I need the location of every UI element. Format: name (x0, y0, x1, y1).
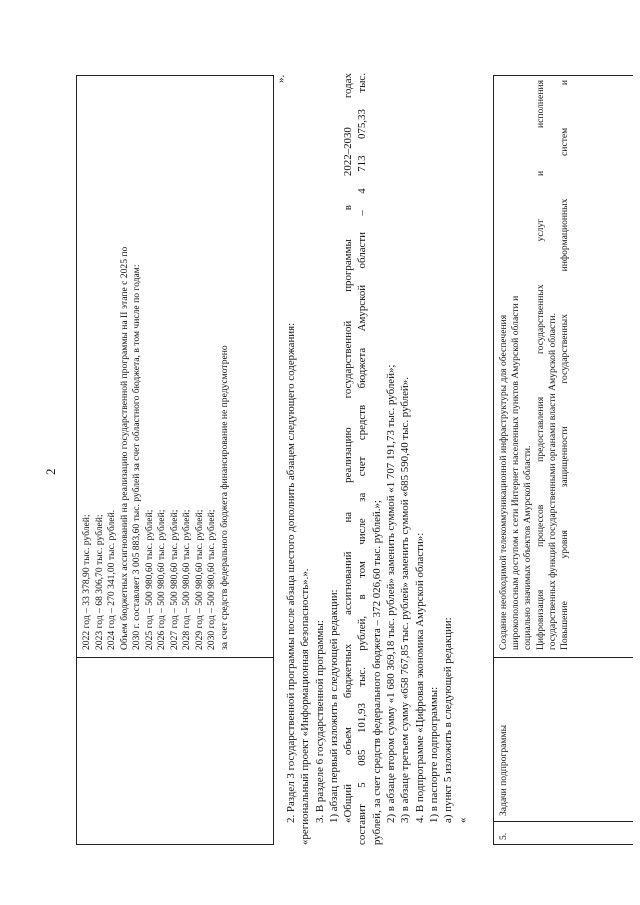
task-line: социально значимых объектов Амурской области. (522, 445, 534, 650)
task-line: Повышение уровня защищенности государственных информационных систем и (558, 80, 570, 650)
funding-line: Объем бюджетных ассигнований на реализацию государственной программы на II этапе с 2025 по (118, 246, 130, 650)
funding-line: за счет средств федерального бюджета финансирование не предусмотрено (218, 345, 230, 650)
tasks-table (493, 75, 633, 845)
task-line: Цифровизация процессов предоставления государственных услуг и исполнения (534, 80, 546, 650)
funding-line: 2030 г. составляет 3 005 883,60 тыс. рублей за счет областного бюджета, в том числе по годам: (131, 264, 142, 650)
paragraph-line: 4. В подпрограмме «Цифровая экономика Амурской области»: (413, 532, 426, 823)
paragraph-line: «Общий объем бюджетных ассигнований на реализацию государственной программы в 2022–2030 годах (342, 73, 355, 823)
funding-cell (81, 80, 231, 650)
row-number: 5. (498, 832, 509, 840)
paragraph-line: 1) абзац первый изложить в следующей редакции: (327, 589, 340, 823)
closing-quote: ». (275, 74, 287, 83)
task-line: Создание необходимой телекоммуникационной инфраструктуры для обеспечения (498, 314, 509, 650)
paragraph-line: 1) в паспорте подпрограммы: (427, 686, 440, 823)
body-text (284, 73, 470, 845)
table-column-divider (494, 657, 633, 658)
funding-table (76, 75, 274, 845)
paragraph-line: а) пункт 5 изложить в следующей редакции: (442, 617, 455, 823)
paragraph-line: «региональный проект «Информационная безопасность».». (299, 568, 312, 845)
opening-quote: « (456, 817, 469, 823)
funding-line: 2028 год – 500 980,60 тыс. рублей; (181, 509, 192, 650)
row-label: Задачи подпрограммы (498, 724, 509, 816)
paragraph-line: 2) в абзаце втором сумму «1 680 369,18 тыс. рублей» заменить суммой «1 707 191,73 тыс. рублей»; (385, 364, 398, 823)
funding-line: 2026 год – 500 980,60 тыс. рублей; (156, 509, 167, 650)
paragraph-line: рублей, за счет средств федерального бюджета – 372 026,60 тыс. рублей.»; (370, 500, 383, 845)
funding-line: 2030 год – 500 980,60 тыс. рублей; (206, 509, 217, 650)
table-column-divider (494, 821, 633, 822)
funding-line: 2024 год – 270 341,00 тыс. рублей. (106, 509, 117, 650)
funding-line: 2023 год – 68 306,70 тыс. рублей; (93, 514, 105, 650)
funding-line: 2022 год – 33 378,90 тыс. рублей; (81, 514, 92, 650)
tasks-cell (498, 80, 571, 650)
task-line: широкополосным доступом к сети Интернет населенных пунктов Амурской области и (510, 295, 522, 650)
page-number: 2 (43, 468, 58, 475)
paragraph-line: 3) в абзаце третьем сумму «658 767,85 тыс. рублей» заменить суммой «685 590,40 тыс. рублей». (399, 377, 412, 823)
funding-line: 2027 год – 500 980,60 тыс. рублей; (168, 509, 180, 650)
table-column-divider (77, 657, 273, 658)
funding-line: 2025 год – 500 980,60 тыс. рублей; (143, 509, 155, 650)
task-line: государственных функций государственными органами власти Амурской области. (546, 313, 558, 650)
paragraph-line: 3. В разделе 6 государственной программы: (313, 620, 326, 823)
funding-line: 2029 год – 500 980,60 тыс. рублей; (193, 509, 205, 650)
paragraph-line: составит 5 085 101,93 тыс. рублей, в том числе за счет средств бюджета Амурской области – 4 713 075,33 тыс. (356, 73, 369, 845)
paragraph-line: 2. Раздел 3 государственной программы после абзаца шестого дополнить абзацем следующего содержания: (285, 322, 297, 823)
